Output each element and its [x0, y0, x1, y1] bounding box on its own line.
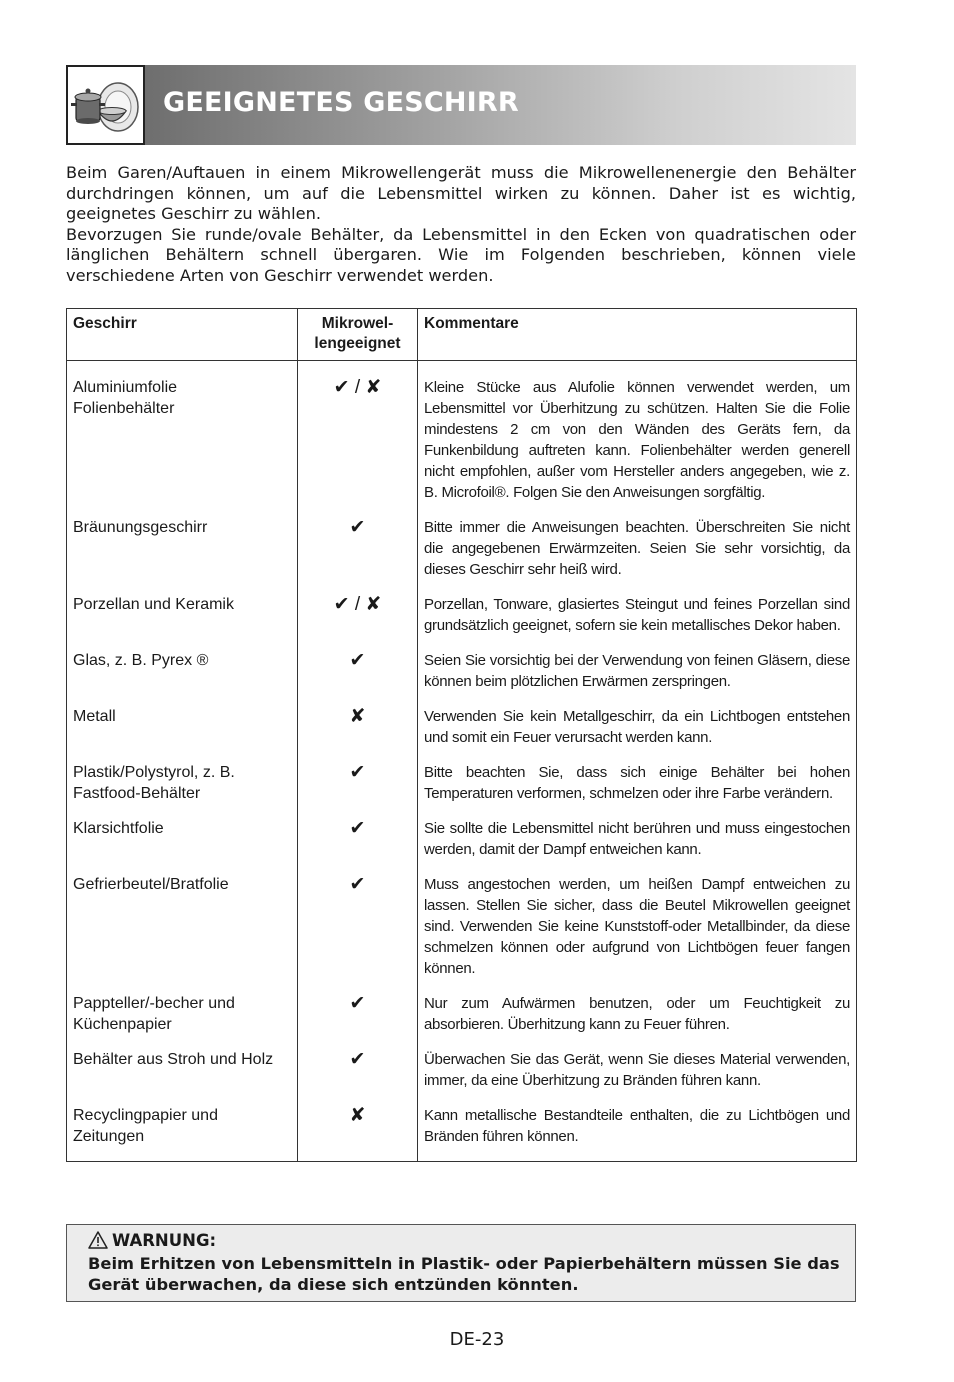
warning-title: WARNUNG: — [112, 1231, 217, 1250]
header-bar — [145, 65, 856, 145]
cell-comment: Verwenden Sie kein Metallgeschirr, da ein Lichtbogen entstehen und somit ein Feuer verursacht werden kann. — [418, 706, 857, 762]
warning-heading — [88, 1231, 216, 1250]
cell-comment: Bitte immer die Anweisungen beachten. Überschreiten Sie nicht die angegebenen Erwärmzeiten. Seien Sie sehr vorsichtig, da dieses Geschirr sehr heiß wird. — [418, 517, 857, 594]
cell-comment: Kann metallische Bestandteile enthalten, die zu Lichtbögen und Bränden führen können. — [418, 1105, 857, 1162]
cell-comment: Bitte beachten Sie, dass sich einige Behälter bei hohen Temperaturen verformen, schmelzen oder ihre Farbe verändern. — [418, 762, 857, 818]
cookware-table — [66, 308, 857, 1162]
page-title: GEEIGNETES GESCHIRR — [163, 87, 519, 118]
cell-item: Aluminiumfolie Folienbehälter — [67, 361, 298, 518]
cell-comment: Seien Sie vorsichtig bei der Verwendung von feinen Gläsern, diese können beim plötzlichen Erwärmen zerspringen. — [418, 650, 857, 706]
cell-suitability: ✔ — [298, 517, 418, 594]
warning-triangle-icon — [88, 1231, 108, 1249]
cell-item: Plastik/Polystyrol, z. B. Fastfood-Behälter — [67, 762, 298, 818]
cell-comment: Überwachen Sie das Gerät, wenn Sie dieses Material verwenden, immer, da eine Überhitzung zu Bränden führen kann. — [418, 1049, 857, 1105]
cell-suitability: ✔ — [298, 762, 418, 818]
cell-suitability: ✔ / ✘ — [298, 594, 418, 650]
cell-suitability: ✔ — [298, 993, 418, 1049]
table-row — [67, 361, 857, 518]
table-header-row — [67, 309, 857, 361]
column-header-mikrowellen: Mikrowel- lengeeignet — [298, 309, 418, 361]
cell-comment: Sie sollte die Lebensmittel nicht berühren und muss eingestochen werden, damit der Dampf entweichen kann. — [418, 818, 857, 874]
table-row — [67, 874, 857, 993]
cell-suitability: ✔ / ✘ — [298, 361, 418, 518]
cell-suitability: ✘ — [298, 1105, 418, 1162]
page-number: DE-23 — [449, 1329, 505, 1350]
warning-box — [66, 1224, 856, 1302]
cell-suitability: ✔ — [298, 818, 418, 874]
section-header — [66, 65, 856, 145]
table-row — [67, 517, 857, 594]
table-row — [67, 706, 857, 762]
cookware-icon — [66, 65, 145, 145]
cell-item: Bräunungsgeschirr — [67, 517, 298, 594]
table-row — [67, 993, 857, 1049]
intro-paragraph-1: Beim Garen/Auftauen in einem Mikrowellengerät muss die Mikrowellenenergie den Behälter durchdringen können, um auf die Lebensmittel wirken zu können. Daher ist es wichtig, geeignetes Geschirr zu wählen. — [66, 163, 856, 223]
cell-comment: Nur zum Aufwärmen benutzen, oder um Feuchtigkeit zu absorbieren. Überhitzung kann zu Feuer führen. — [418, 993, 857, 1049]
cell-suitability: ✔ — [298, 650, 418, 706]
table-row — [67, 818, 857, 874]
cell-suitability: ✔ — [298, 1049, 418, 1105]
cell-comment: Muss angestochen werden, um heißen Dampf entweichen zu lassen. Stellen Sie sicher, dass die Beutel Mikrowellen geeignet sind. Verwenden Sie keine Kunststoff-oder Metallbinder, da diese schmelzen können oder aufgrund von Lichtbögen feuer fangen können. — [418, 874, 857, 993]
cell-item: Metall — [67, 706, 298, 762]
table-row — [67, 762, 857, 818]
warning-text: Beim Erhitzen von Lebensmitteln in Plastik- oder Papierbehältern müssen Sie das Gerät überwachen, da diese sich entzünden könnten. — [88, 1254, 840, 1294]
table-row — [67, 1105, 857, 1162]
cell-suitability: ✔ — [298, 874, 418, 993]
table-row — [67, 594, 857, 650]
cell-item: Klarsichtfolie — [67, 818, 298, 874]
intro-text — [66, 163, 856, 286]
cell-item: Pappteller/-becher und Küchenpapier — [67, 993, 298, 1049]
column-header-geschirr: Geschirr — [67, 309, 298, 361]
cell-comment: Porzellan, Tonware, glasiertes Steingut und feines Porzellan sind grundsätzlich geeignet, sofern sie kein metallisches Dekor haben. — [418, 594, 857, 650]
cell-item: Recyclingpapier und Zeitungen — [67, 1105, 298, 1162]
cell-item: Gefrierbeutel/Bratfolie — [67, 874, 298, 993]
cell-item: Porzellan und Keramik — [67, 594, 298, 650]
column-header-kommentare: Kommentare — [418, 309, 857, 361]
cell-item: Glas, z. B. Pyrex ® — [67, 650, 298, 706]
table-row — [67, 650, 857, 706]
intro-paragraph-2: Bevorzugen Sie runde/ovale Behälter, da Lebensmittel in den Ecken von quadratischen oder länglichen Behältern schnell übergaren. Wie im Folgenden beschrieben, können viele verschiedene Arten von Geschirr verwendet werden. — [66, 224, 856, 285]
cell-item: Behälter aus Stroh und Holz — [67, 1049, 298, 1105]
cell-suitability: ✘ — [298, 706, 418, 762]
cell-comment: Kleine Stücke aus Alufolie können verwendet werden, um Lebensmittel vor Überhitzung zu schützen. Halten Sie die Folie mindestens 2 cm von den Wänden des Geräts fern, da Funkenbildung auftreten kann. Folienbehälter werden generell nicht empfohlen, außer vom Hersteller anders angegeben, wie z. B. Microfoil®. Folgen Sie den Anweisungen sorgfältig. — [418, 361, 857, 518]
table-row — [67, 1049, 857, 1105]
